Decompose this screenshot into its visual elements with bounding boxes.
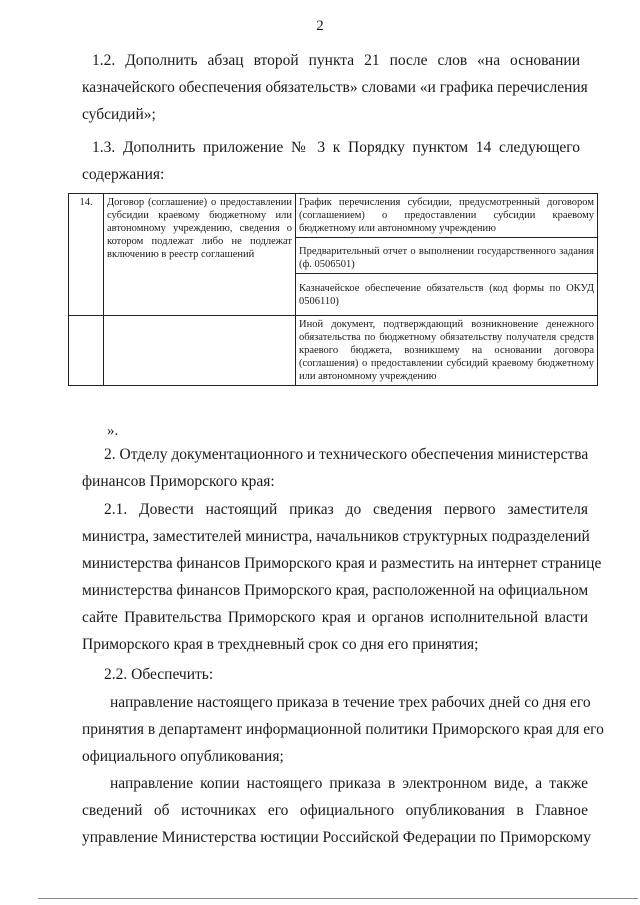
paragraph-line: направление копии настоящего приказа в электронном виде, а также <box>110 775 588 792</box>
document-cell: Предварительный отчет о выполнении государственного задания (ф. 0506501) <box>296 238 598 274</box>
empty-cell <box>104 316 296 386</box>
paragraph-line: 1.2. Дополнить абзац второй пункта 21 после слов «на основании <box>92 52 580 69</box>
paragraph-line: направление настоящего приказа в течение трех рабочих дней со дня его <box>110 694 591 711</box>
empty-cell <box>69 316 104 386</box>
document-cell: График перечисления субсидии, предусмотренный договором (соглашением) о предоставлении субсидии краевому бюджетному или автономному учреждению <box>296 194 598 238</box>
paragraph-line: 2.1. Довести настоящий приказ до сведения первого заместителя <box>104 501 588 518</box>
paragraph-line: министра, заместителей министра, начальников структурных подразделений <box>82 528 590 545</box>
paragraph-line: сведений об источниках его официального опубликования в Главное <box>82 802 588 819</box>
paragraph-line: 1.3. Дополнить приложение № 3 к Порядку пунктом 14 следующего <box>92 139 580 156</box>
documents-table <box>68 193 598 386</box>
paragraph-line: казначейского обеспечения обязательств» словами «и графика перечисления <box>82 79 588 96</box>
paragraph-line: 2.2. Обеспечить: <box>104 666 214 683</box>
paragraph-line: принятия в департамент информационной политики Приморского края для его <box>82 721 604 738</box>
paragraph-1-3 <box>82 134 580 188</box>
paragraph-line: субсидий»; <box>82 106 156 123</box>
document-cell: Иной документ, подтверждающий возникновение денежного обязательства по бюджетному обязательству получателя средств краевого бюджета, возникшему на основании договора (соглашения) о предоставлении субсидий краевому бюджетному или автономному учреждению <box>296 316 598 386</box>
paragraph-line: содержания: <box>82 166 165 183</box>
table-row <box>69 316 598 386</box>
document-cell: Казначейское обеспечение обязательств (код формы по ОКУД 0506110) <box>296 274 598 316</box>
paragraph-1-2 <box>82 47 588 128</box>
paragraph-line: министерства финансов Приморского края и разместить на интернет странице <box>82 555 602 572</box>
paragraph-2 <box>82 441 588 495</box>
closing-quote: ». <box>107 423 119 439</box>
paragraph-2-2 <box>82 661 588 688</box>
paragraph-line: официального опубликования; <box>82 748 284 765</box>
page-number: 2 <box>316 18 324 34</box>
paragraph-2-2-a <box>82 689 604 770</box>
paragraph-line: министерства финансов Приморского края, расположенной на официальном <box>82 582 589 599</box>
paragraph-line: управление Министерства юстиции Российской Федерации по Приморскому <box>82 829 591 846</box>
table-row <box>69 194 598 238</box>
paragraph-line: Приморского края в трехдневный срок со дня его принятия; <box>82 636 479 653</box>
page-bottom-edge <box>38 898 638 899</box>
paragraph-line: 2. Отделу документационного и технического обеспечения министерства <box>104 446 589 463</box>
agreement-name-cell: Договор (соглашение) о предоставлении субсидии краевому бюджетному или автономному учреждению, сведения о котором подлежат либо не подлежат включению в реестр соглашений <box>104 194 296 316</box>
paragraph-line: сайте Правительства Приморского края и органов исполнительной власти <box>82 609 588 626</box>
paragraph-line: финансов Приморского края: <box>82 473 275 490</box>
paragraph-2-2-b <box>82 770 591 851</box>
row-number-cell: 14. <box>69 194 104 316</box>
paragraph-2-1 <box>82 496 602 658</box>
